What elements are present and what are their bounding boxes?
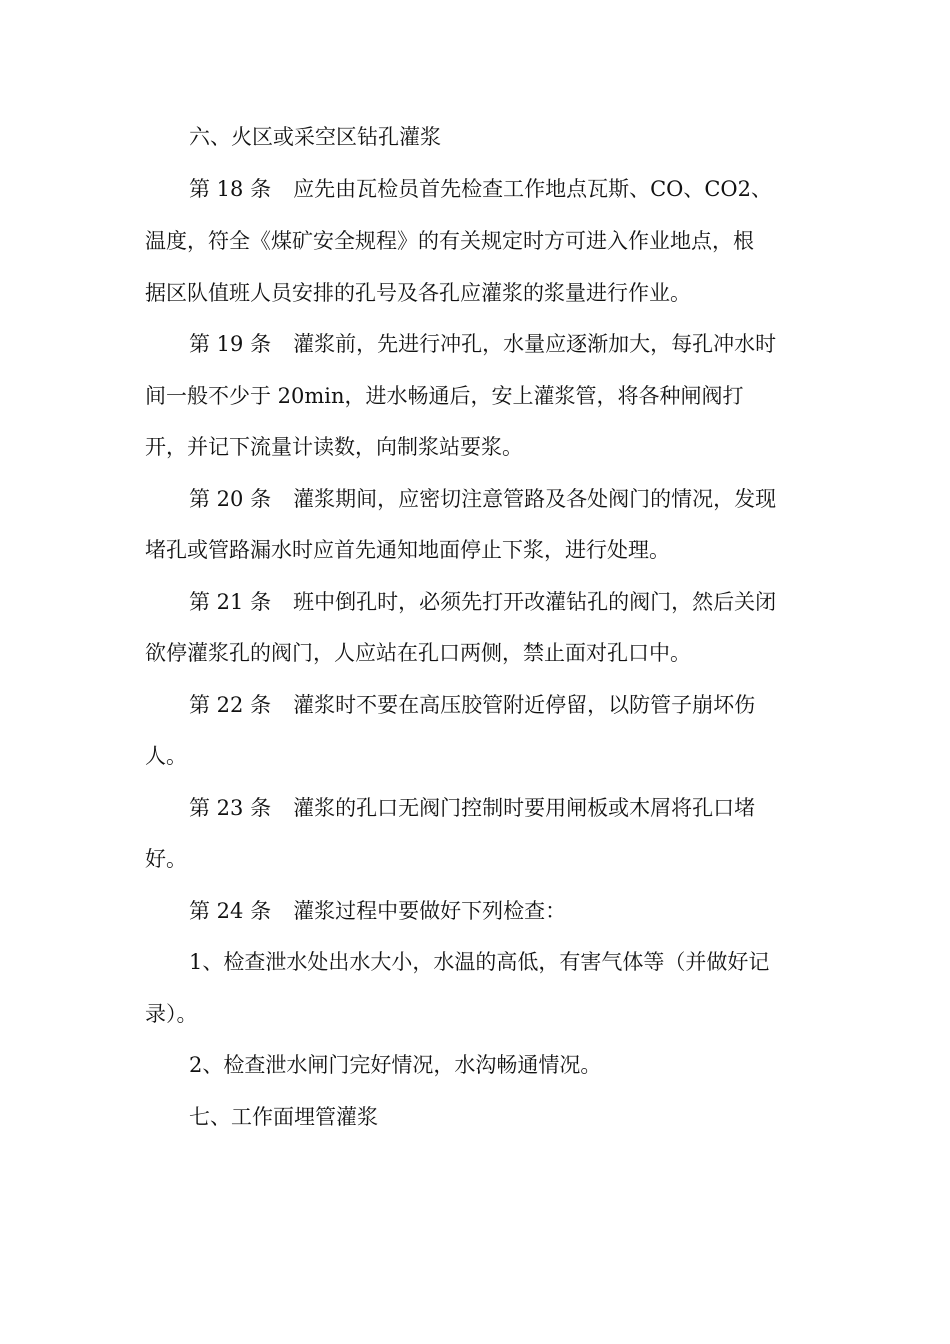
article-24-line-1 [189,896,815,926]
article-label: 第 19 条 [189,332,272,356]
article-label: 第 22 条 [189,693,272,717]
article-text: 灌浆时不要在高压胶管附近停留，以防管子崩坏伤 [293,693,756,717]
article-text: 灌浆前，先进行冲孔，水量应逐渐加大，每孔冲水时 [293,332,777,356]
article-label: 第 20 条 [189,487,272,511]
check-item-1-line-1: 1、检查泄水处出水大小，水温的高低，有害气体等（并做好记 [189,950,770,974]
article-label: 第 23 条 [189,796,272,820]
article-text: 灌浆期间，应密切注意管路及各处阀门的情况，发现 [293,487,777,511]
section-heading: 六、火区或采空区钻孔灌浆 [189,125,441,149]
article-text: 应先由瓦检员首先检查工作地点瓦斯、CO、CO2、 [293,177,773,201]
article-22-line-1 [189,690,815,720]
article-21-line-1 [189,587,815,617]
article-22-line-2: 人。 [145,744,187,768]
article-23-line-2: 好。 [145,847,187,871]
article-text: 班中倒孔时，必须先打开改灌钻孔的阀门，然后关闭 [293,590,777,614]
article-text: 灌浆的孔口无阀门控制时要用闸板或木屑将孔口堵 [293,796,756,820]
article-label: 第 21 条 [189,590,272,614]
article-20-line-2: 堵孔或管路漏水时应首先通知地面停止下浆，进行处理。 [145,538,670,562]
article-19-line-1 [189,329,815,359]
article-18-line-1 [189,174,815,204]
check-item-2: 2、检查泄水闸门完好情况，水沟畅通情况。 [189,1053,602,1077]
article-label: 第 24 条 [189,899,272,923]
article-19-line-2: 间一般不少于 20min，进水畅通后，安上灌浆管，将各种闸阀打 [145,384,744,408]
article-21-line-2: 欲停灌浆孔的阀门，人应站在孔口两侧，禁止面对孔口中。 [145,641,691,665]
article-20-line-1 [189,484,815,514]
check-item-1-line-2: 录）。 [145,1002,198,1026]
article-23-line-1 [189,793,815,823]
article-18-line-3: 据区队值班人员安排的孔号及各孔应灌浆的浆量进行作业。 [145,281,691,305]
article-18-line-2: 温度，符全《煤矿安全规程》的有关规定时方可进入作业地点，根 [145,229,754,253]
section-heading: 七、工作面埋管灌浆 [189,1105,378,1129]
article-19-line-3: 开，并记下流量计读数，向制浆站要浆。 [145,435,523,459]
article-label: 第 18 条 [189,177,272,201]
article-text: 灌浆过程中要做好下列检查： [293,899,567,923]
